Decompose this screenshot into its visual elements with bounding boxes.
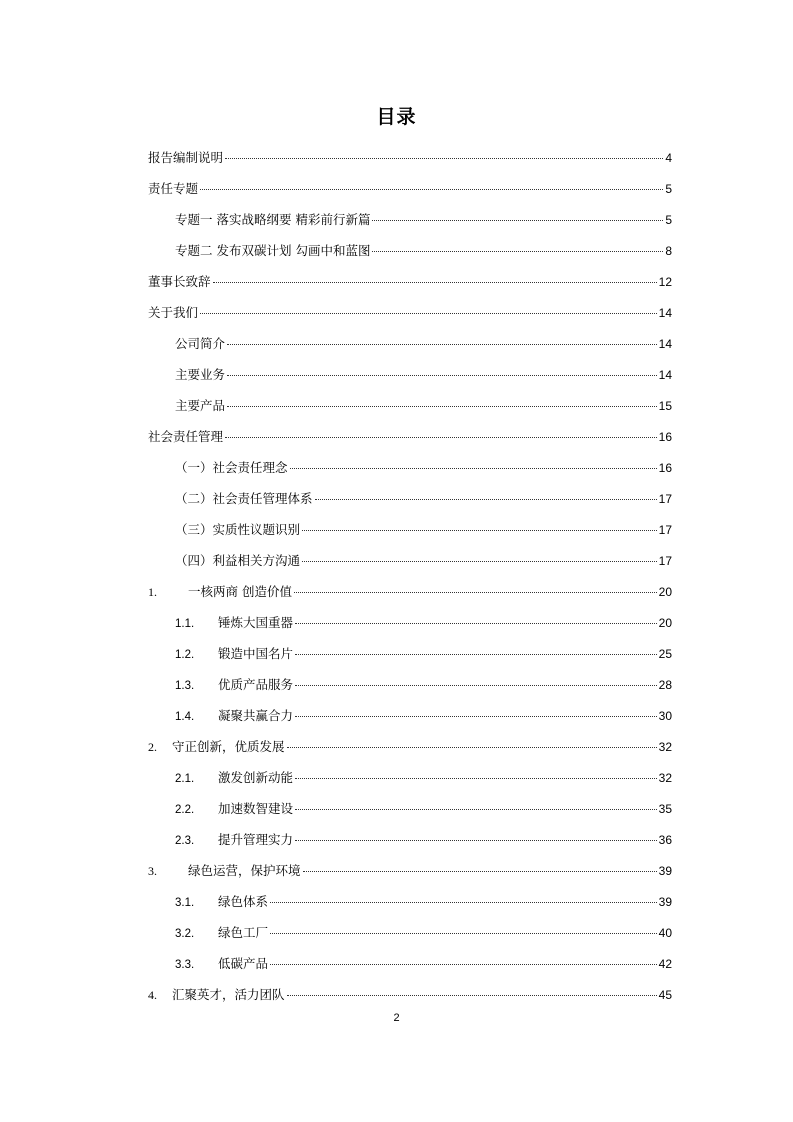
page-title: 目录: [376, 106, 417, 128]
toc-entry-number: 1.4.: [175, 711, 195, 723]
toc-entry-title: 低碳产品: [218, 956, 269, 971]
toc-entry-title: 报告编制说明: [148, 150, 224, 165]
toc-entry-page: 16: [658, 430, 672, 444]
toc-entry-title: （一）社会责任理念: [175, 460, 288, 475]
toc-entry-title: 社会责任管理: [148, 429, 224, 444]
toc-entry-number: 2.1.: [175, 773, 195, 785]
toc-entry-page: 32: [658, 740, 672, 754]
dot-leader: [295, 716, 657, 717]
toc-entry-title: 专题二 发布双碳计划 勾画中和蓝图: [175, 243, 371, 258]
toc-entry-title: 锻造中国名片: [218, 646, 294, 661]
page-number: 2: [393, 1012, 400, 1024]
toc-entry[interactable]: [148, 514, 672, 545]
dot-leader: [295, 778, 657, 779]
toc-entry-page: 17: [658, 492, 672, 506]
toc-entry-number: 2.3.: [175, 835, 195, 847]
toc-entry-title: 汇聚英才，活力团队: [172, 987, 285, 1002]
toc-entry-page: 12: [658, 275, 672, 289]
dot-leader: [295, 685, 657, 686]
toc-entry-number: 1.1.: [175, 618, 195, 630]
dot-leader: [213, 282, 657, 283]
toc-entry-number: 1.3.: [175, 680, 195, 692]
dot-leader: [372, 220, 663, 221]
toc-entry-title: 绿色体系: [218, 894, 269, 909]
toc-entry-number: 1.: [148, 585, 157, 599]
toc-entry[interactable]: [148, 824, 672, 855]
toc-entry-page: 4: [665, 151, 672, 165]
toc-entry-title: （二）社会责任管理体系: [175, 491, 313, 506]
toc-entry-page: 40: [658, 926, 672, 940]
dot-leader: [225, 158, 663, 159]
toc-entry[interactable]: [148, 793, 672, 824]
toc-entry-number: 1.2.: [175, 649, 195, 661]
toc-entry-page: 42: [658, 957, 672, 971]
toc-entry[interactable]: [148, 979, 672, 1010]
dot-leader: [270, 933, 657, 934]
toc-entry-page: 8: [665, 244, 672, 258]
toc-entry-page: 14: [658, 337, 672, 351]
toc-entry-title: 守正创新，优质发展: [172, 739, 285, 754]
toc-entry-page: 35: [658, 802, 672, 816]
dot-leader: [295, 623, 657, 624]
toc-entry-page: 25: [658, 647, 672, 661]
toc-entry-title: 提升管理实力: [218, 832, 294, 847]
dot-leader: [227, 344, 657, 345]
toc-entry[interactable]: [148, 173, 672, 204]
table-of-contents: [148, 142, 672, 1010]
dot-leader: [315, 499, 657, 500]
toc-entry-title: 主要业务: [175, 367, 226, 382]
toc-entry-page: 39: [658, 864, 672, 878]
toc-entry[interactable]: [148, 607, 672, 638]
toc-entry[interactable]: [148, 731, 672, 762]
toc-entry-number: 3.1.: [175, 897, 195, 909]
dot-leader: [302, 561, 657, 562]
toc-entry-title: 优质产品服务: [218, 677, 294, 692]
toc-entry[interactable]: [148, 700, 672, 731]
toc-entry-number: 4.: [148, 988, 157, 1002]
toc-entry-page: 20: [658, 616, 672, 630]
toc-entry[interactable]: [148, 855, 672, 886]
toc-entry-title: 专题一 落实战略纲要 精彩前行新篇: [175, 212, 371, 227]
toc-entry-number: 3.2.: [175, 928, 195, 940]
toc-entry-page: 17: [658, 554, 672, 568]
dot-leader: [200, 313, 657, 314]
toc-entry-page: 20: [658, 585, 672, 599]
dot-leader: [227, 375, 657, 376]
toc-entry-title: 凝聚共赢合力: [218, 708, 294, 723]
dot-leader: [225, 437, 657, 438]
toc-entry[interactable]: [148, 297, 672, 328]
toc-entry-page: 32: [658, 771, 672, 785]
toc-entry-number: 2.2.: [175, 804, 195, 816]
toc-entry[interactable]: [148, 328, 672, 359]
dot-leader: [200, 189, 663, 190]
dot-leader: [287, 995, 657, 996]
toc-entry-page: 36: [658, 833, 672, 847]
toc-entry-title: （三）实质性议题识别: [175, 522, 301, 537]
toc-entry-number: 3.3.: [175, 959, 195, 971]
toc-entry-page: 16: [658, 461, 672, 475]
toc-entry-title: 绿色运营，保护环境: [188, 863, 301, 878]
toc-entry[interactable]: [148, 669, 672, 700]
toc-entry[interactable]: [148, 917, 672, 948]
toc-entry-page: 14: [658, 306, 672, 320]
dot-leader: [294, 592, 657, 593]
toc-entry[interactable]: [148, 390, 672, 421]
toc-entry[interactable]: [148, 359, 672, 390]
toc-entry[interactable]: [148, 483, 672, 514]
dot-leader: [302, 530, 657, 531]
dot-leader: [270, 902, 657, 903]
toc-entry-page: 28: [658, 678, 672, 692]
toc-entry-page: 5: [665, 213, 672, 227]
toc-entry-page: 14: [658, 368, 672, 382]
toc-entry[interactable]: [148, 421, 672, 452]
toc-entry[interactable]: [148, 452, 672, 483]
toc-entry[interactable]: [148, 235, 672, 266]
toc-entry[interactable]: [148, 204, 672, 235]
toc-entry-title: （四）利益相关方沟通: [175, 553, 301, 568]
toc-entry-page: 5: [665, 182, 672, 196]
toc-entry-title: 主要产品: [175, 398, 226, 413]
toc-entry[interactable]: [148, 576, 672, 607]
toc-entry-title: 锤炼大国重器: [218, 615, 294, 630]
dot-leader: [295, 840, 657, 841]
toc-entry[interactable]: [148, 948, 672, 979]
toc-entry-number: 3.: [148, 864, 157, 878]
toc-entry[interactable]: [148, 266, 672, 297]
toc-entry[interactable]: [148, 762, 672, 793]
dot-leader: [290, 468, 657, 469]
toc-entry-title: 责任专题: [148, 181, 199, 196]
toc-entry-page: 30: [658, 709, 672, 723]
toc-entry-page: 45: [658, 988, 672, 1002]
toc-entry-title: 董事长致辞: [148, 274, 211, 289]
toc-entry-page: 17: [658, 523, 672, 537]
toc-entry-page: 15: [658, 399, 672, 413]
toc-entry[interactable]: [148, 545, 672, 576]
toc-entry-title: 加速数智建设: [218, 801, 294, 816]
dot-leader: [295, 809, 657, 810]
toc-entry[interactable]: [148, 638, 672, 669]
dot-leader: [372, 251, 663, 252]
toc-entry-title: 绿色工厂: [218, 925, 269, 940]
dot-leader: [227, 406, 657, 407]
toc-entry-page: 39: [658, 895, 672, 909]
dot-leader: [287, 747, 657, 748]
toc-entry-title: 关于我们: [148, 305, 199, 320]
toc-entry-number: 2.: [148, 740, 157, 754]
dot-leader: [303, 871, 657, 872]
toc-entry-title: 激发创新动能: [218, 770, 294, 785]
dot-leader: [295, 654, 657, 655]
toc-entry-title: 一核两商 创造价值: [188, 584, 292, 599]
toc-entry-title: 公司简介: [175, 336, 226, 351]
dot-leader: [270, 964, 657, 965]
toc-entry[interactable]: [148, 886, 672, 917]
toc-entry[interactable]: [148, 142, 672, 173]
